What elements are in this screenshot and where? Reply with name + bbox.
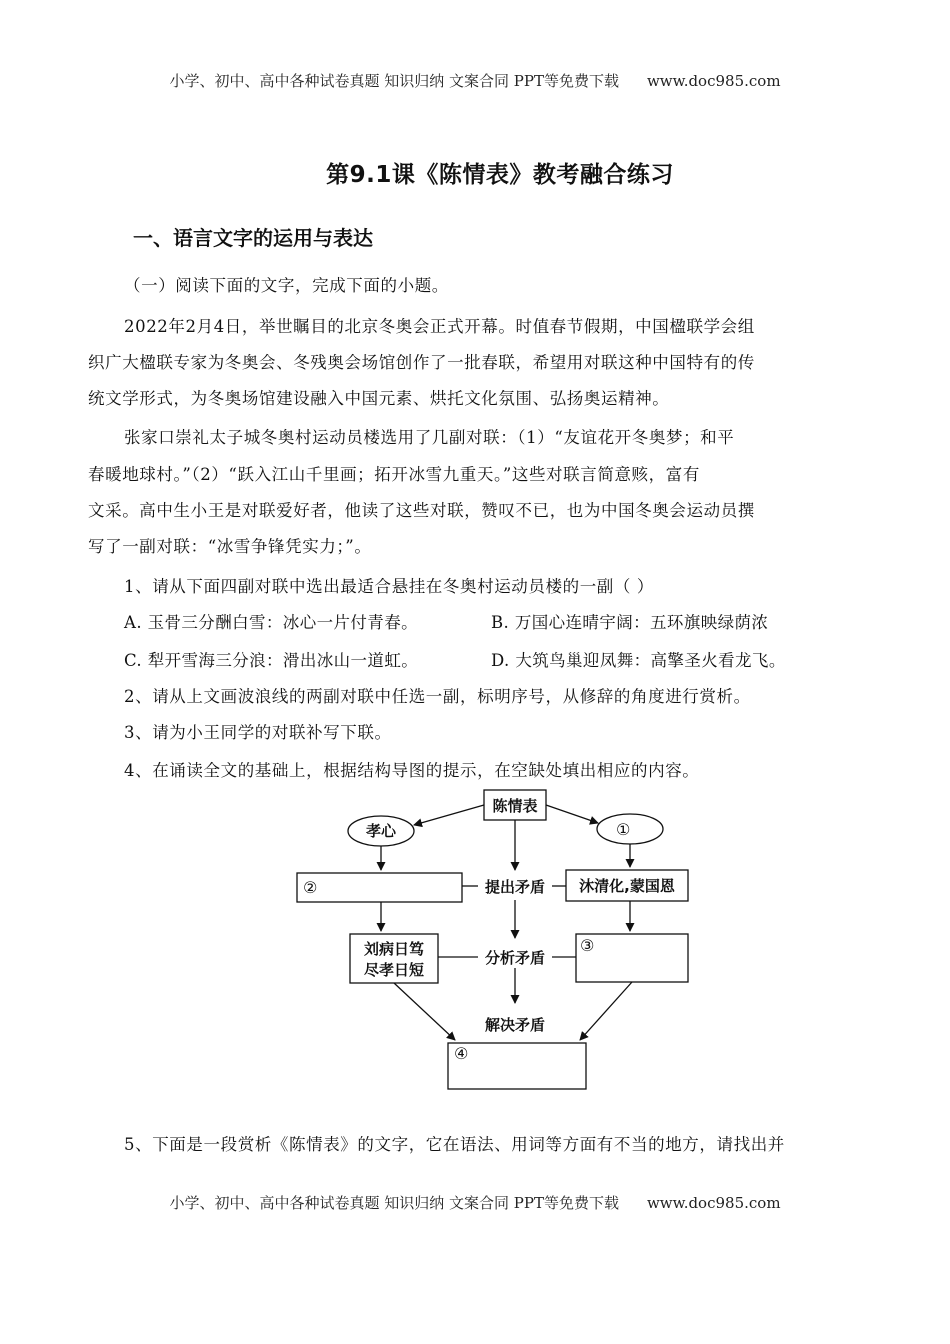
footer-url[interactable]: www.doc985.com	[646, 1194, 781, 1212]
option-d[interactable]: D. 大筑鸟巢迎凤舞：高擎圣火看龙飞。	[491, 651, 786, 670]
question-4: 4、在诵读全文的基础上，根据结构导图的提示，在空缺处填出相应的内容。	[124, 761, 700, 780]
box-2-label: ②	[303, 878, 318, 897]
header-text: 小学、初中、高中各种试卷真题 知识归纳 文案合同 PPT等免费下载	[169, 72, 619, 90]
header-url[interactable]: www.doc985.com	[646, 72, 781, 90]
option-b[interactable]: B. 万国心连晴宇阔：五环旗映绿荫浓	[491, 613, 769, 632]
passage-line: 写了一副对联：“冰雪争锋凭实力；”。	[88, 537, 372, 556]
passage-line: 统文学形式，为冬奥场馆建设融入中国元素、烘托文化氛围、弘扬奥运精神。	[88, 389, 670, 408]
passage-line: 春暖地球村。”（2）“跃入江山千里画；拓开冰雪九重天。”这些对联言简意赅，富有	[88, 465, 700, 484]
arrow-root-right	[546, 805, 598, 823]
root-label: 陈情表	[492, 797, 538, 815]
arrow-left-converge	[394, 983, 455, 1040]
question-2: 2、请从上文画波浪线的两副对联中任选一副，标明序号，从修辞的角度进行赏析。	[124, 687, 751, 706]
passage-line: 文采。高中生小王是对联爱好者，他读了这些对联，赞叹不已，也为中国冬奥会运动员撰	[88, 501, 755, 520]
page-title: 第9.1课《陈情表》教考融合练习	[326, 162, 674, 188]
instruction-line: （一）阅读下面的文字，完成下面的小题。	[124, 276, 449, 295]
question-5: 5、下面是一段赏析《陈情表》的文字，它在语法、用词等方面有不当的地方，请找出并	[124, 1135, 785, 1154]
footer-text: 小学、初中、高中各种试卷真题 知识归纳 文案合同 PPT等免费下载	[169, 1194, 619, 1212]
box-4[interactable]	[448, 1043, 586, 1089]
question-1: 1、请从下面四副对联中选出最适合悬挂在冬奥村运动员楼的一副（ ）	[124, 577, 654, 596]
box-2[interactable]	[297, 873, 462, 902]
passage-line: 张家口崇礼太子城冬奥村运动员楼选用了几副对联：（1）“友谊花开冬奥梦；和平	[124, 428, 735, 447]
passage-line: 织广大楹联专家为冬奥会、冬残奥会场馆创作了一批春联，希望用对联这种中国特有的传	[88, 353, 755, 372]
box-3-label: ③	[580, 936, 595, 955]
arrow-right-converge	[580, 982, 632, 1040]
box-4-label: ④	[454, 1044, 469, 1063]
passage-line: 2022年2月4日，举世瞩目的北京冬奥会正式开幕。时值春节假期，中国楹联学会组	[124, 317, 755, 336]
box-left-mid-line1: 刘病日笃	[363, 940, 425, 958]
step-propose-label: 提出矛盾	[484, 878, 546, 896]
question-3: 3、请为小王同学的对联补写下联。	[124, 723, 392, 742]
arrow-root-left	[414, 805, 484, 825]
left-oval-label: 孝心	[365, 822, 397, 840]
section-heading: 一、语言文字的运用与表达	[133, 226, 373, 250]
option-a[interactable]: A. 玉骨三分酬白雪：冰心一片付青春。	[124, 613, 419, 632]
page-footer	[0, 1192, 950, 1213]
box-left-mid-line2: 尽孝日短	[363, 961, 425, 979]
right-oval-label: ①	[616, 820, 631, 839]
option-c[interactable]: C. 犁开雪海三分浪：滑出冰山一道虹。	[124, 651, 419, 670]
step-analyze-label: 分析矛盾	[484, 949, 546, 967]
box-right-top-label: 沐清化,蒙国恩	[579, 877, 675, 895]
step-resolve-label: 解决矛盾	[484, 1016, 546, 1034]
